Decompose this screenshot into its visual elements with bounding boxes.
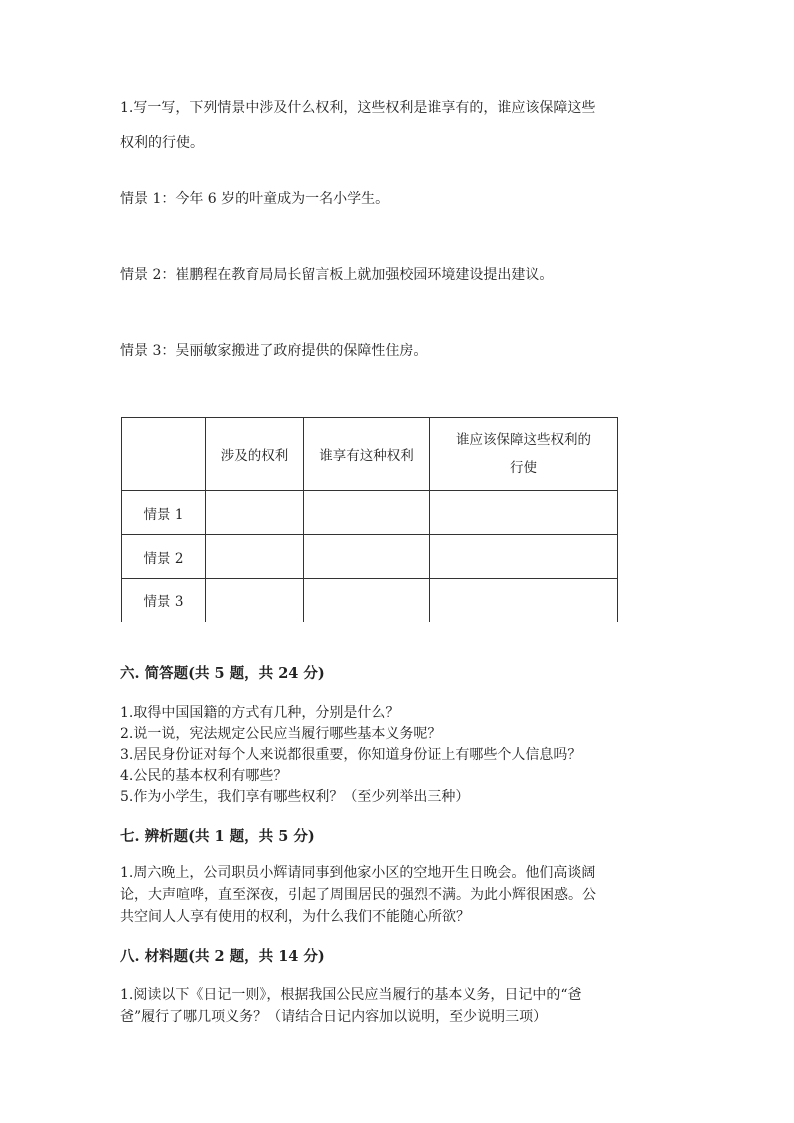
section-7-title: 七. 辨析题(共 1 题，共 5 分) (120, 828, 315, 845)
row-label: 情景 2 (122, 535, 206, 579)
answer-cell[interactable] (430, 579, 618, 622)
section-8-line-1: 1.阅读以下《日记一则》，根据我国公民应当履行的基本义务，日记中的“爸 (120, 987, 582, 1003)
section-6-item-5: 5.作为小学生，我们享有哪些权利？（至少列举出三种） (120, 789, 470, 805)
section-6-item-3: 3.居民身份证对每个人来说都很重要，你知道身份证上有哪些个人信息吗？ (120, 747, 582, 763)
section-7-line-1: 1.周六晚上，公司职员小辉请同事到他家小区的空地开生日晚会。他们高谈阔 (120, 865, 596, 881)
answer-table (121, 417, 618, 622)
table-row (122, 535, 618, 579)
scenario-2: 情景 2：崔鹏程在教育局局长留言板上就加强校园环境建设提出建议。 (120, 267, 554, 283)
answer-cell[interactable] (206, 535, 304, 579)
answer-cell[interactable] (304, 579, 430, 622)
table-header-guarantor (430, 418, 618, 491)
section-6-title: 六. 简答题(共 5 题，共 24 分) (120, 665, 325, 682)
answer-cell[interactable] (206, 491, 304, 535)
table-header-holder: 谁享有这种权利 (304, 418, 430, 491)
section-6-item-4: 4.公民的基本权利有哪些？ (120, 768, 288, 784)
q1-line-2: 权利的行使。 (120, 135, 204, 151)
answer-cell[interactable] (430, 535, 618, 579)
answer-cell[interactable] (430, 491, 618, 535)
section-6-item-1: 1.取得中国国籍的方式有几种，分别是什么？ (120, 705, 400, 721)
table-row (122, 579, 618, 622)
row-label: 情景 3 (122, 579, 206, 622)
answer-cell[interactable] (304, 535, 430, 579)
scenario-1: 情景 1：今年 6 岁的叶童成为一名小学生。 (120, 191, 390, 207)
row-label: 情景 1 (122, 491, 206, 535)
section-7-line-2: 论，大声喧哗，直至深夜，引起了周围居民的强烈不满。为此小辉很困惑。公 (120, 887, 596, 903)
scenario-3: 情景 3：吴丽敏家搬进了政府提供的保障性住房。 (120, 343, 428, 359)
section-8-line-2: 爸”履行了哪几项义务？（请结合日记内容加以说明，至少说明三项） (120, 1009, 548, 1025)
table-header-guarantor-line2: 行使 (510, 460, 537, 476)
section-6-item-2: 2.说一说，宪法规定公民应当履行哪些基本义务呢？ (120, 726, 442, 742)
table-header-guarantor-line1: 谁应该保障这些权利的 (456, 432, 591, 448)
table-row (122, 491, 618, 535)
table-header-empty (122, 418, 206, 491)
q1-line-1: 1.写一写，下列情景中涉及什么权利，这些权利是谁享有的，谁应该保障这些 (120, 100, 596, 116)
table-header-rights: 涉及的权利 (206, 418, 304, 491)
section-7-line-3: 共空间人人享有使用的权利，为什么我们不能随心所欲？ (120, 909, 470, 925)
answer-cell[interactable] (304, 491, 430, 535)
answer-cell[interactable] (206, 579, 304, 622)
table-header-row (122, 418, 618, 491)
section-8-title: 八. 材料题(共 2 题，共 14 分) (120, 948, 325, 965)
